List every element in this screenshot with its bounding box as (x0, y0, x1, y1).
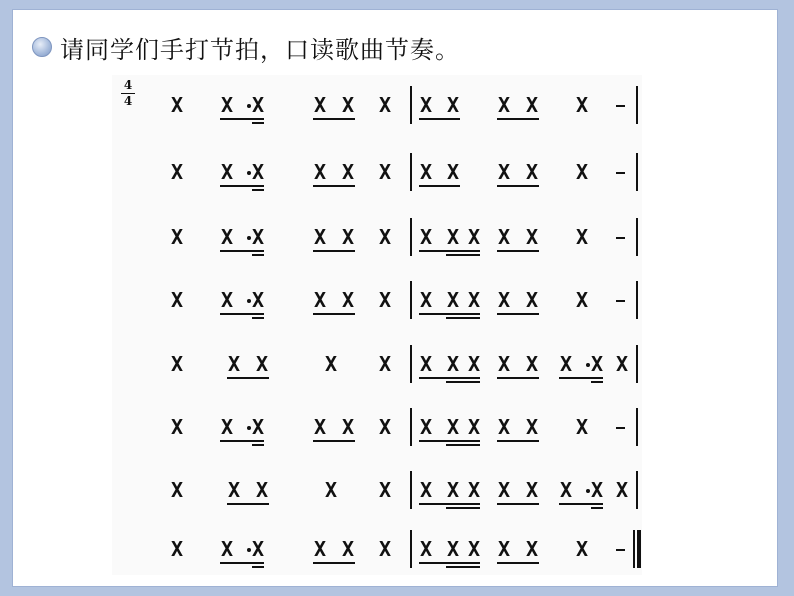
rhythm-note: X (251, 537, 265, 561)
rhythm-note: X (419, 537, 433, 561)
rhythm-note: X (446, 478, 460, 502)
rhythm-note: X (313, 93, 327, 117)
augmentation-dot (586, 363, 590, 367)
rhythm-note: X (575, 160, 589, 184)
rhythm-note: X (341, 537, 355, 561)
augmentation-dot (247, 236, 251, 240)
beam-line (313, 313, 355, 315)
rhythm-note: X (378, 537, 392, 561)
rhythm-note: X (590, 478, 604, 502)
rhythm-note: X (575, 288, 589, 312)
rhythm-note: X (324, 352, 338, 376)
beam-line (419, 185, 460, 187)
rhythm-note: X (341, 415, 355, 439)
beam-line (313, 440, 355, 442)
rhythm-note: X (525, 478, 539, 502)
sustain-dash (616, 237, 625, 239)
rhythm-note: X (378, 415, 392, 439)
beam-line (419, 250, 480, 252)
rhythm-note: X (419, 415, 433, 439)
beam-line (446, 317, 480, 319)
barline (636, 408, 638, 446)
beam-line (559, 377, 603, 379)
augmentation-dot (247, 171, 251, 175)
beam-line (446, 566, 480, 568)
beam-line (220, 185, 264, 187)
barline (636, 86, 638, 124)
rhythm-note: X (313, 288, 327, 312)
rhythm-note: X (220, 225, 234, 249)
rhythm-note: X (220, 93, 234, 117)
barline (410, 281, 412, 319)
time-signature-top: 4 (123, 78, 133, 92)
rhythm-note: X (324, 478, 338, 502)
rhythm-note: X (220, 537, 234, 561)
rhythm-note: X (419, 352, 433, 376)
rhythm-note: X (497, 288, 511, 312)
rhythm-note: X (170, 537, 184, 561)
rhythm-note: X (575, 537, 589, 561)
rhythm-note: X (575, 93, 589, 117)
rhythm-note: X (170, 352, 184, 376)
rhythm-note: X (419, 478, 433, 502)
rhythm-note: X (497, 352, 511, 376)
final-barline (637, 530, 641, 568)
beam-line (419, 503, 480, 505)
rhythm-note: X (378, 160, 392, 184)
instruction-heading: 请同学们手打节拍，口读歌曲节奏。 (60, 36, 460, 64)
rhythm-note: X (446, 415, 460, 439)
beam-line (313, 185, 355, 187)
beam-line (446, 254, 480, 256)
rhythm-note: X (467, 352, 481, 376)
rhythm-note: X (220, 160, 234, 184)
sustain-dash (616, 549, 625, 551)
beam-line (446, 444, 480, 446)
beam-line (252, 317, 264, 319)
beam-line (227, 377, 269, 379)
beam-line (591, 381, 603, 383)
rhythm-note: X (497, 225, 511, 249)
rhythm-note: X (559, 478, 573, 502)
rhythm-note: X (525, 93, 539, 117)
rhythm-note: X (341, 93, 355, 117)
beam-line (559, 503, 603, 505)
beam-line (220, 562, 264, 564)
rhythm-note: X (227, 352, 241, 376)
barline (636, 218, 638, 256)
beam-line (591, 507, 603, 509)
rhythm-note: X (378, 478, 392, 502)
sustain-dash (616, 105, 625, 107)
rhythm-note: X (170, 288, 184, 312)
beam-line (419, 440, 480, 442)
rhythm-note: X (313, 160, 327, 184)
augmentation-dot (247, 548, 251, 552)
rhythm-note: X (255, 352, 269, 376)
rhythm-note: X (251, 225, 265, 249)
rhythm-note: X (559, 352, 573, 376)
beam-line (497, 503, 539, 505)
augmentation-dot (247, 104, 251, 108)
rhythm-note: X (467, 415, 481, 439)
beam-line (497, 118, 539, 120)
barline (410, 345, 412, 383)
rhythm-note: X (170, 93, 184, 117)
rhythm-note: X (341, 160, 355, 184)
beam-line (220, 118, 264, 120)
rhythm-note: X (378, 288, 392, 312)
rhythm-note: X (446, 288, 460, 312)
rhythm-note: X (497, 537, 511, 561)
rhythm-note: X (446, 352, 460, 376)
beam-line (419, 118, 460, 120)
beam-line (313, 562, 355, 564)
beam-line (220, 440, 264, 442)
sustain-dash (616, 300, 625, 302)
rhythm-note: X (220, 288, 234, 312)
time-signature-bottom: 4 (123, 94, 133, 108)
rhythm-note: X (575, 225, 589, 249)
beam-line (252, 254, 264, 256)
rhythm-note: X (525, 288, 539, 312)
barline (636, 471, 638, 509)
beam-line (313, 250, 355, 252)
rhythm-note: X (525, 160, 539, 184)
beam-line (227, 503, 269, 505)
barline (636, 153, 638, 191)
rhythm-note: X (313, 415, 327, 439)
time-signature (118, 79, 138, 108)
bullet-icon (32, 37, 52, 57)
rhythm-note: X (467, 225, 481, 249)
rhythm-note: X (419, 225, 433, 249)
rhythm-note: X (525, 537, 539, 561)
rhythm-note: X (251, 288, 265, 312)
sustain-dash (616, 427, 625, 429)
rhythm-note: X (170, 160, 184, 184)
rhythm-note: X (313, 537, 327, 561)
barline (410, 471, 412, 509)
rhythm-note: X (497, 93, 511, 117)
barline (636, 281, 638, 319)
rhythm-note: X (255, 478, 269, 502)
beam-line (497, 440, 539, 442)
beam-line (497, 313, 539, 315)
rhythm-note: X (251, 415, 265, 439)
rhythm-note: X (615, 352, 629, 376)
beam-line (252, 444, 264, 446)
rhythm-note: X (467, 288, 481, 312)
rhythm-note: X (497, 160, 511, 184)
barline (410, 218, 412, 256)
rhythm-note: X (467, 478, 481, 502)
rhythm-note: X (590, 352, 604, 376)
rhythm-note: X (170, 415, 184, 439)
rhythm-note: X (251, 160, 265, 184)
rhythm-note: X (251, 93, 265, 117)
augmentation-dot (247, 426, 251, 430)
barline (636, 345, 638, 383)
barline (410, 86, 412, 124)
rhythm-note: X (341, 225, 355, 249)
rhythm-note: X (378, 225, 392, 249)
rhythm-note: X (378, 93, 392, 117)
rhythm-note: X (170, 225, 184, 249)
beam-line (497, 185, 539, 187)
rhythm-note: X (497, 478, 511, 502)
beam-line (419, 313, 480, 315)
beam-line (252, 122, 264, 124)
beam-line (252, 189, 264, 191)
augmentation-dot (586, 489, 590, 493)
rhythm-note: X (446, 160, 460, 184)
beam-line (446, 507, 480, 509)
rhythm-note: X (575, 415, 589, 439)
rhythm-note: X (378, 352, 392, 376)
rhythm-note: X (227, 478, 241, 502)
augmentation-dot (247, 299, 251, 303)
rhythm-note: X (313, 225, 327, 249)
rhythm-note: X (446, 93, 460, 117)
beam-line (252, 566, 264, 568)
barline (633, 530, 635, 568)
beam-line (419, 562, 480, 564)
rhythm-note: X (446, 225, 460, 249)
beam-line (313, 118, 355, 120)
rhythm-note: X (615, 478, 629, 502)
rhythm-note: X (525, 415, 539, 439)
beam-line (419, 377, 480, 379)
rhythm-note: X (467, 537, 481, 561)
rhythm-note: X (446, 537, 460, 561)
rhythm-note: X (220, 415, 234, 439)
beam-line (497, 562, 539, 564)
barline (410, 408, 412, 446)
sustain-dash (616, 172, 625, 174)
beam-line (220, 313, 264, 315)
beam-line (446, 381, 480, 383)
rhythm-note: X (419, 160, 433, 184)
rhythm-note: X (341, 288, 355, 312)
rhythm-note: X (419, 288, 433, 312)
beam-line (497, 250, 539, 252)
beam-line (220, 250, 264, 252)
rhythm-note: X (525, 225, 539, 249)
rhythm-note: X (497, 415, 511, 439)
rhythm-note: X (170, 478, 184, 502)
rhythm-note: X (419, 93, 433, 117)
barline (410, 530, 412, 568)
barline (410, 153, 412, 191)
beam-line (497, 377, 539, 379)
rhythm-note: X (525, 352, 539, 376)
